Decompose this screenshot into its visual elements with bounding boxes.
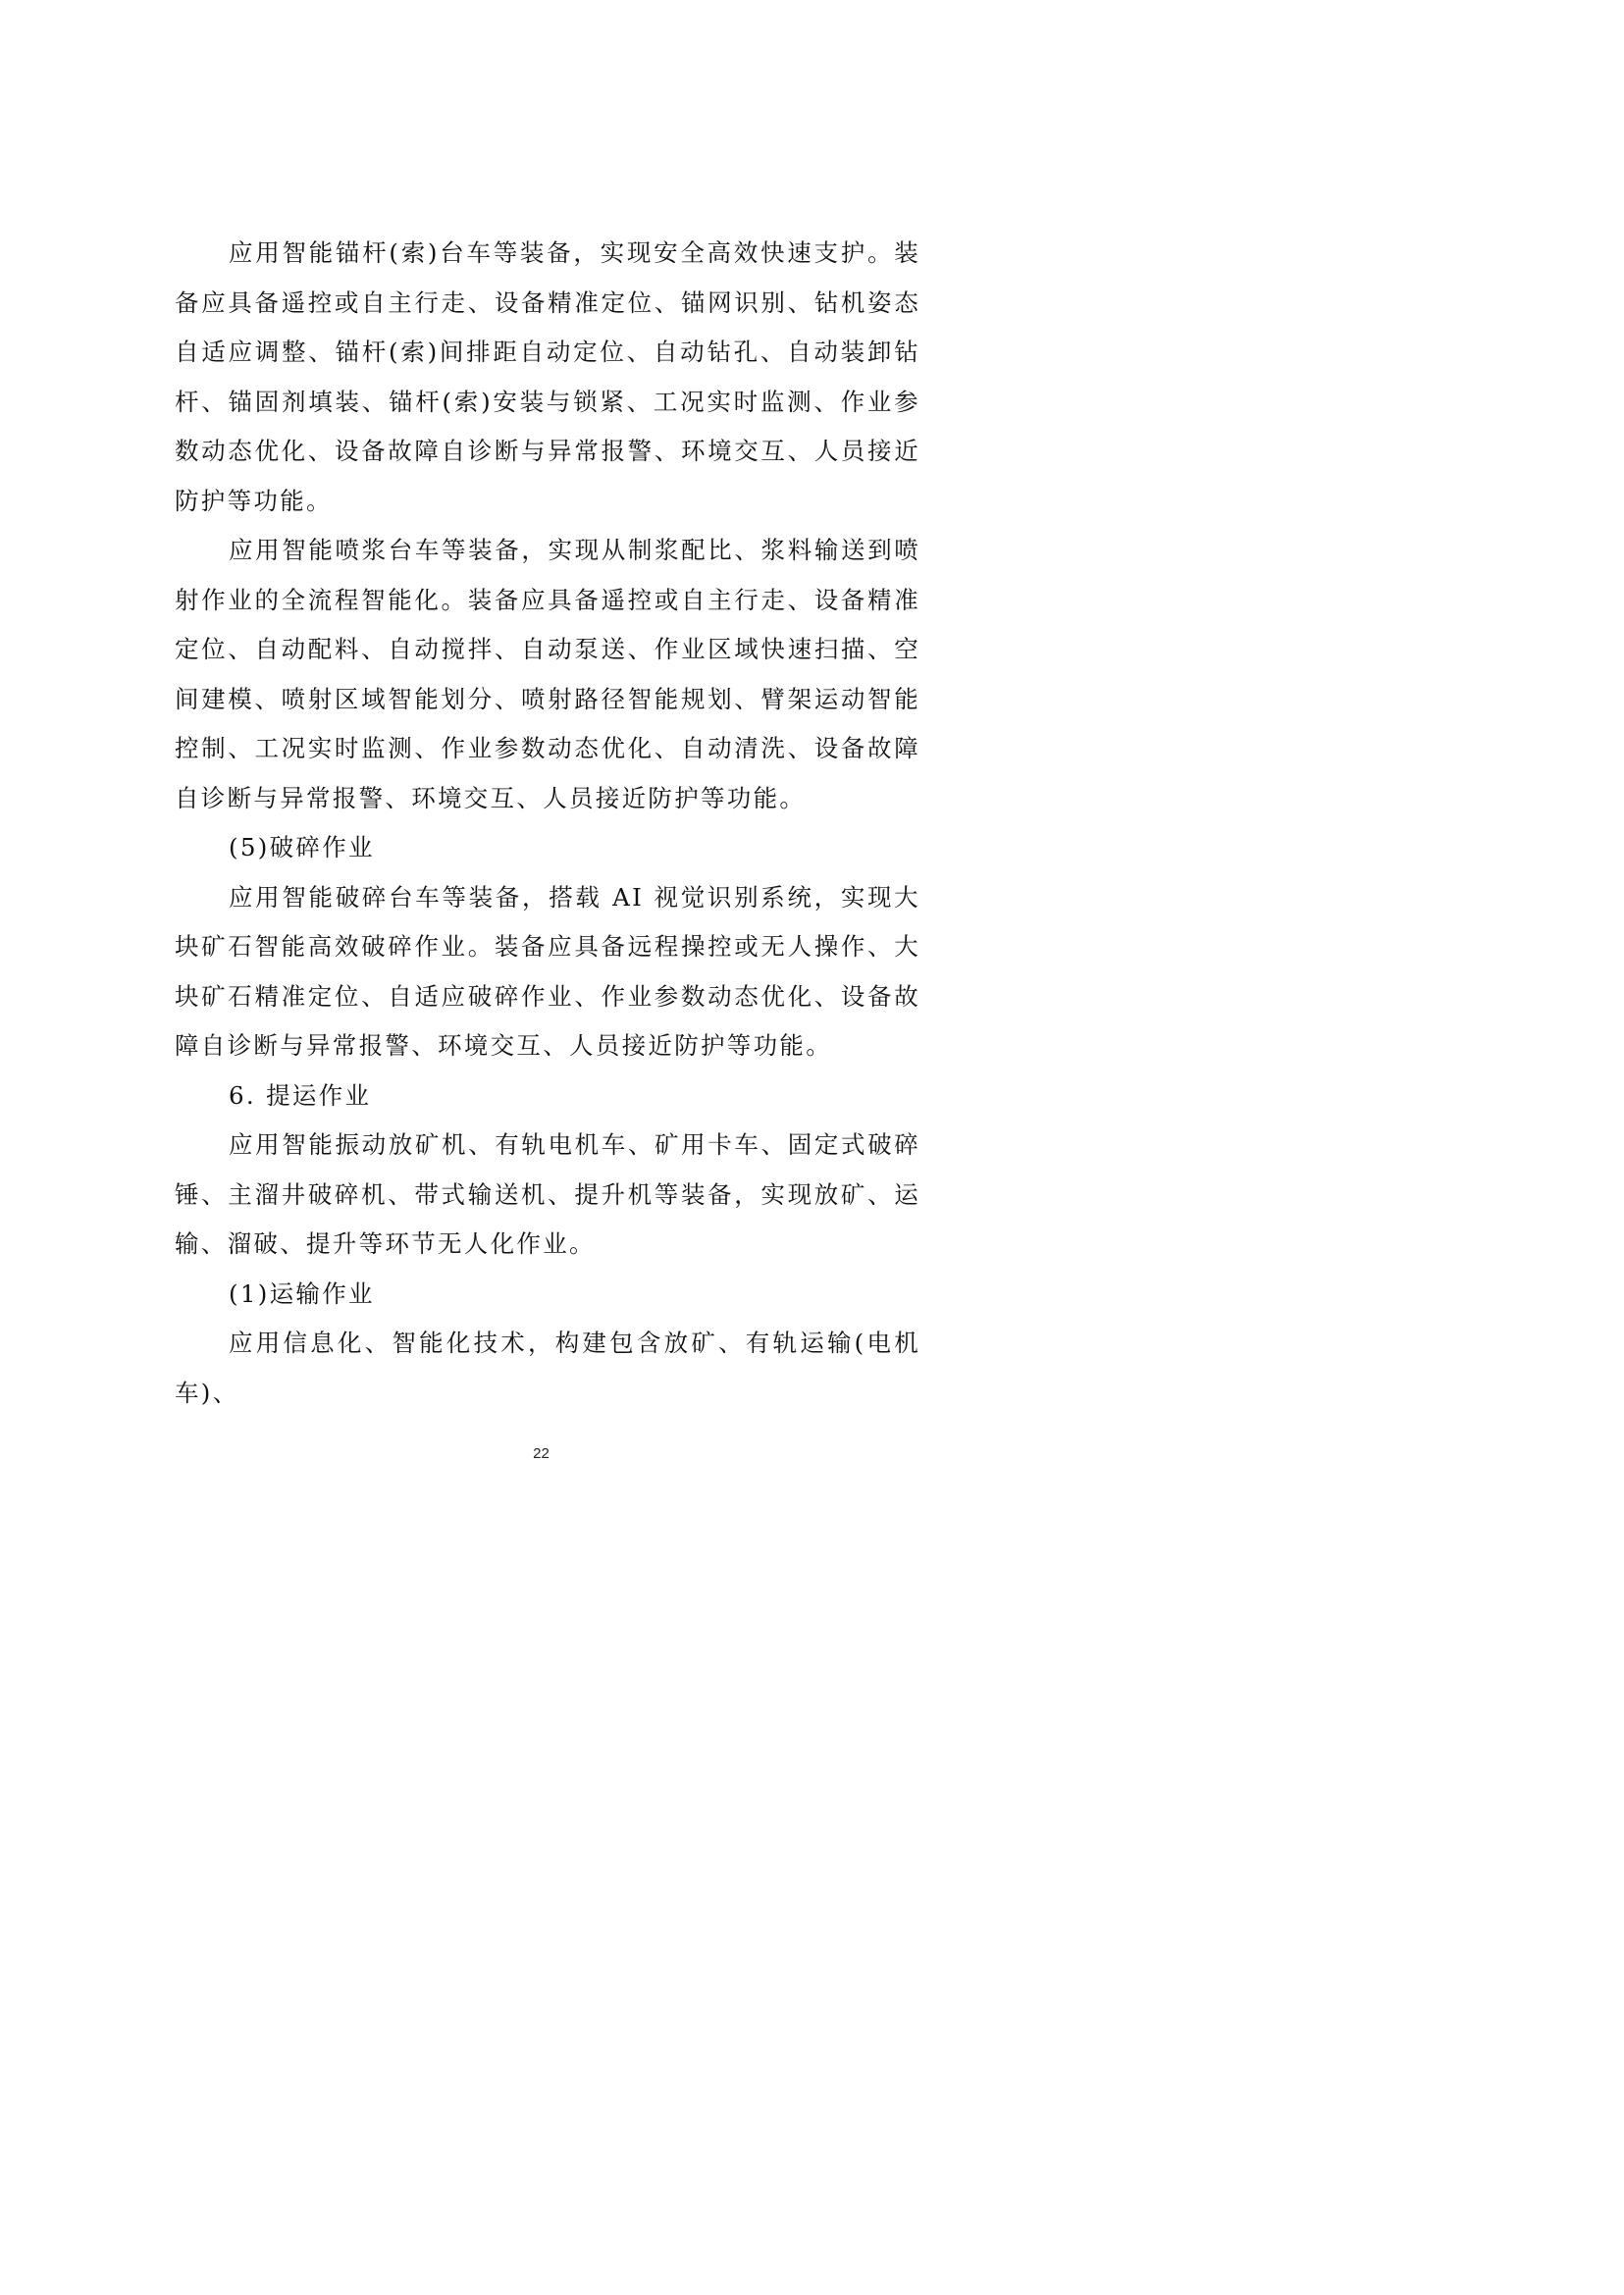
document-page: [0, 0, 1082, 1530]
paragraph-hoisting-equipment: 应用智能振动放矿机、有轨电机车、矿用卡车、固定式破碎锤、主溜井破碎机、带式输送机、提升机等装备，实现放矿、运输、溜破、提升等环节无人化作业。: [175, 1130, 920, 1258]
page-number: 22: [533, 1445, 550, 1462]
document-body: [175, 229, 920, 1418]
paragraph-transport: 应用信息化、智能化技术，构建包含放矿、有轨运输(电机车)、: [175, 1329, 920, 1407]
heading-hoisting-transport: 6. 提运作业: [229, 1080, 372, 1110]
paragraph-shotcrete: 应用智能喷浆台车等装备，实现从制浆配比、浆料输送到喷射作业的全流程智能化。装备应具备遥控或自主行走、设备精准定位、自动配料、自动搅拌、自动泵送、作业区域快速扫描、空间建模、喷射区域智能划分、喷射路径智能规划、臂架运动智能控制、工况实时监测、作业参数动态优化、自动清洗、设备故障自诊断与异常报警、环境交互、人员接近防护等功能。: [175, 536, 920, 812]
paragraph-crushing: 应用智能破碎台车等装备，搭载 AI 视觉识别系统，实现大块矿石智能高效破碎作业。装备应具备远程操控或无人操作、大块矿石精准定位、自适应破碎作业、作业参数动态优化、设备故障自诊断与异常报警、环境交互、人员接近防护等功能。: [175, 882, 920, 1060]
heading-transport-operation: (1)运输作业: [229, 1278, 375, 1308]
heading-crushing-operation: (5)破碎作业: [229, 833, 375, 861]
paragraph-anchor-bolting: 应用智能锚杆(索)台车等装备，实现安全高效快速支护。装备应具备遥控或自主行走、设备精准定位、锚网识别、钻机姿态自适应调整、锚杆(索)间排距自动定位、自动钻孔、自动装卸钻杆、锚固剂填装、锚杆(索)安装与锁紧、工况实时监测、作业参数动态优化、设备故障自诊断与异常报警、环境交互、人员接近防护等功能。: [175, 238, 920, 515]
